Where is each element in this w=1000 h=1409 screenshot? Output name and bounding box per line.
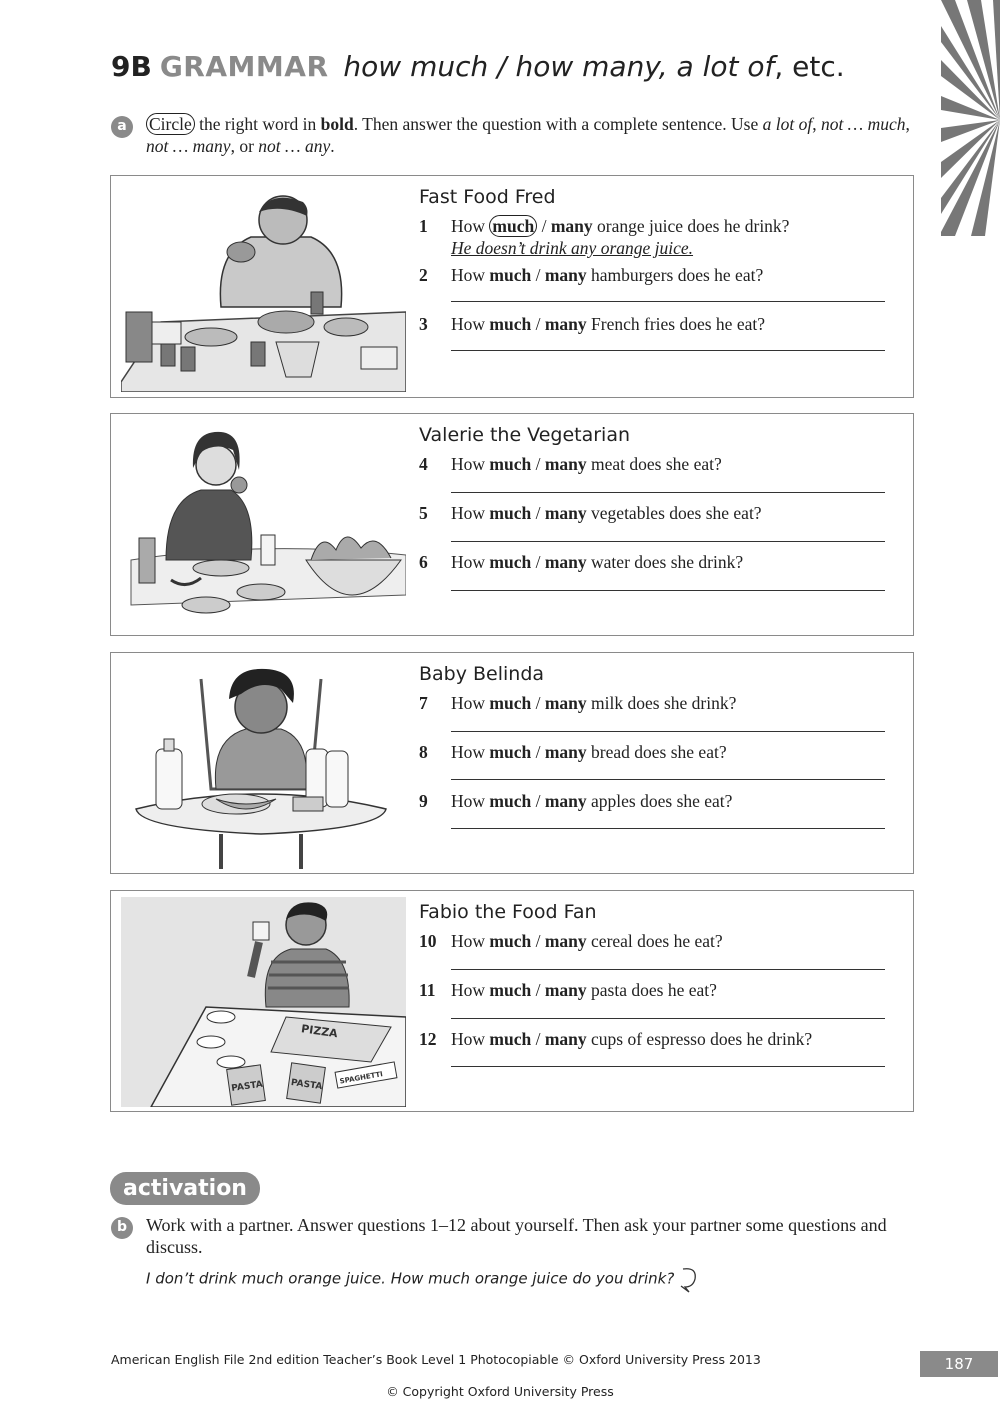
option-many[interactable]: many [550,216,593,236]
answer-line-11[interactable] [451,1018,885,1019]
man-drinking-espresso-illustration [121,897,406,1107]
exercise-a-badge: a [111,116,133,138]
svg-text:PIZZA: PIZZA [300,1022,339,1041]
answer-line-4[interactable] [451,492,885,493]
question-9: 9 How much / many apples does she eat? [419,791,733,811]
option-many[interactable]: many [544,693,587,713]
speech-bubble-icon [679,1265,701,1293]
panel-fast-food-fred [110,175,914,398]
option-much[interactable]: much [489,454,532,474]
svg-text:PASTA: PASTA [290,1077,323,1093]
option-many[interactable]: many [544,1029,587,1049]
corner-rays-decoration [941,0,1000,236]
question-5: 5 How much / many vegetables does she eat? [419,503,762,523]
question-8: 8 How much / many bread does she eat? [419,742,727,762]
option-many[interactable]: many [544,454,587,474]
option-much[interactable]: much [489,693,532,713]
option-many[interactable]: many [544,980,587,1000]
option-much[interactable]: much [489,742,532,762]
option-many[interactable]: many [544,791,587,811]
option-much[interactable]: much [489,931,532,951]
copyright-notice: © Copyright Oxford University Press [386,1384,614,1399]
answer-line-10[interactable] [451,969,885,970]
panel-title: Fabio the Food Fan [419,901,597,923]
exercise-b-instructions: Work with a partner. Answer questions 1–12 about yourself. Then ask your partner some questions and discuss. [146,1215,887,1257]
svg-text:SPAGHETTI: SPAGHETTI [339,1070,384,1086]
exercise-b-badge: b [111,1217,133,1239]
panel-fabio-food-fan [110,890,914,1112]
panel-title: Baby Belinda [419,663,545,685]
section-code: 9B [111,50,152,83]
option-many[interactable]: many [544,742,587,762]
panel-baby-belinda [110,652,914,874]
answer-line-2[interactable] [451,301,885,302]
option-much[interactable]: much [489,791,532,811]
option-much[interactable]: much [489,314,532,334]
option-much[interactable]: much [489,265,532,285]
answer-line-5[interactable] [451,541,885,542]
question-2: 2 How much / many hamburgers does he eat? [419,265,764,285]
answer-line-7[interactable] [451,731,885,732]
option-many[interactable]: many [544,265,587,285]
svg-text:PASTA: PASTA [230,1079,264,1095]
option-many[interactable]: many [544,931,587,951]
answer-line-12[interactable] [451,1066,885,1067]
section-heading: GRAMMAR [159,50,329,83]
question-4: 4 How much / many meat does she eat? [419,454,722,474]
exercise-a-instructions: Circle the right word in bold. Then answer the question with a complete sentence. Use a lot of, not … much, not … many, or not … any. [146,114,910,156]
option-many[interactable]: many [544,503,587,523]
option-much[interactable]: much [489,1029,532,1049]
activation-heading: activation [110,1172,260,1205]
answer-line-8[interactable] [451,779,885,780]
option-much[interactable]: much [489,980,532,1000]
baby-in-high-chair-illustration [121,659,406,869]
question-3: 3 How much / many French fries does he eat? [419,314,765,334]
answer-1: He doesn’t drink any orange juice. [451,238,694,258]
page-title [111,50,845,83]
panel-title: Fast Food Fred [419,186,556,208]
question-6: 6 How much / many water does she drink? [419,552,744,572]
grammar-topic: how much / how many, a lot of [343,50,775,83]
panel-title: Valerie the Vegetarian [419,424,631,446]
example-sentence: I don’t drink much orange juice. How much orange juice do you drink? [146,1265,701,1293]
option-many[interactable]: many [544,552,587,572]
option-many[interactable]: many [544,314,587,334]
panel-valerie-vegetarian [110,413,914,636]
question-12: 12 How much / many cups of espresso does he drink? [419,1029,813,1049]
option-much[interactable]: much [489,503,532,523]
grammar-topic-end: , etc. [774,50,845,83]
answer-line-3[interactable] [451,350,885,351]
footer-credit: American English File 2nd edition Teacher’s Book Level 1 Photocopiable © Oxford University Press 2013 [111,1352,761,1367]
question-7: 7 How much / many milk does she drink? [419,693,737,713]
question-10: 10 How much / many cereal does he eat? [419,931,723,951]
option-much[interactable]: much [489,552,532,572]
answer-line-9[interactable] [451,828,885,829]
man-eating-fast-food-illustration [121,182,406,392]
question-1: 1 How much / many orange juice does he drink? [419,216,790,236]
woman-eating-vegetables-illustration [121,420,406,630]
option-much-circled[interactable]: much [489,215,537,237]
page-number: 187 [920,1351,998,1377]
answer-line-6[interactable] [451,590,885,591]
question-11: 11 How much / many pasta does he eat? [419,980,717,1000]
